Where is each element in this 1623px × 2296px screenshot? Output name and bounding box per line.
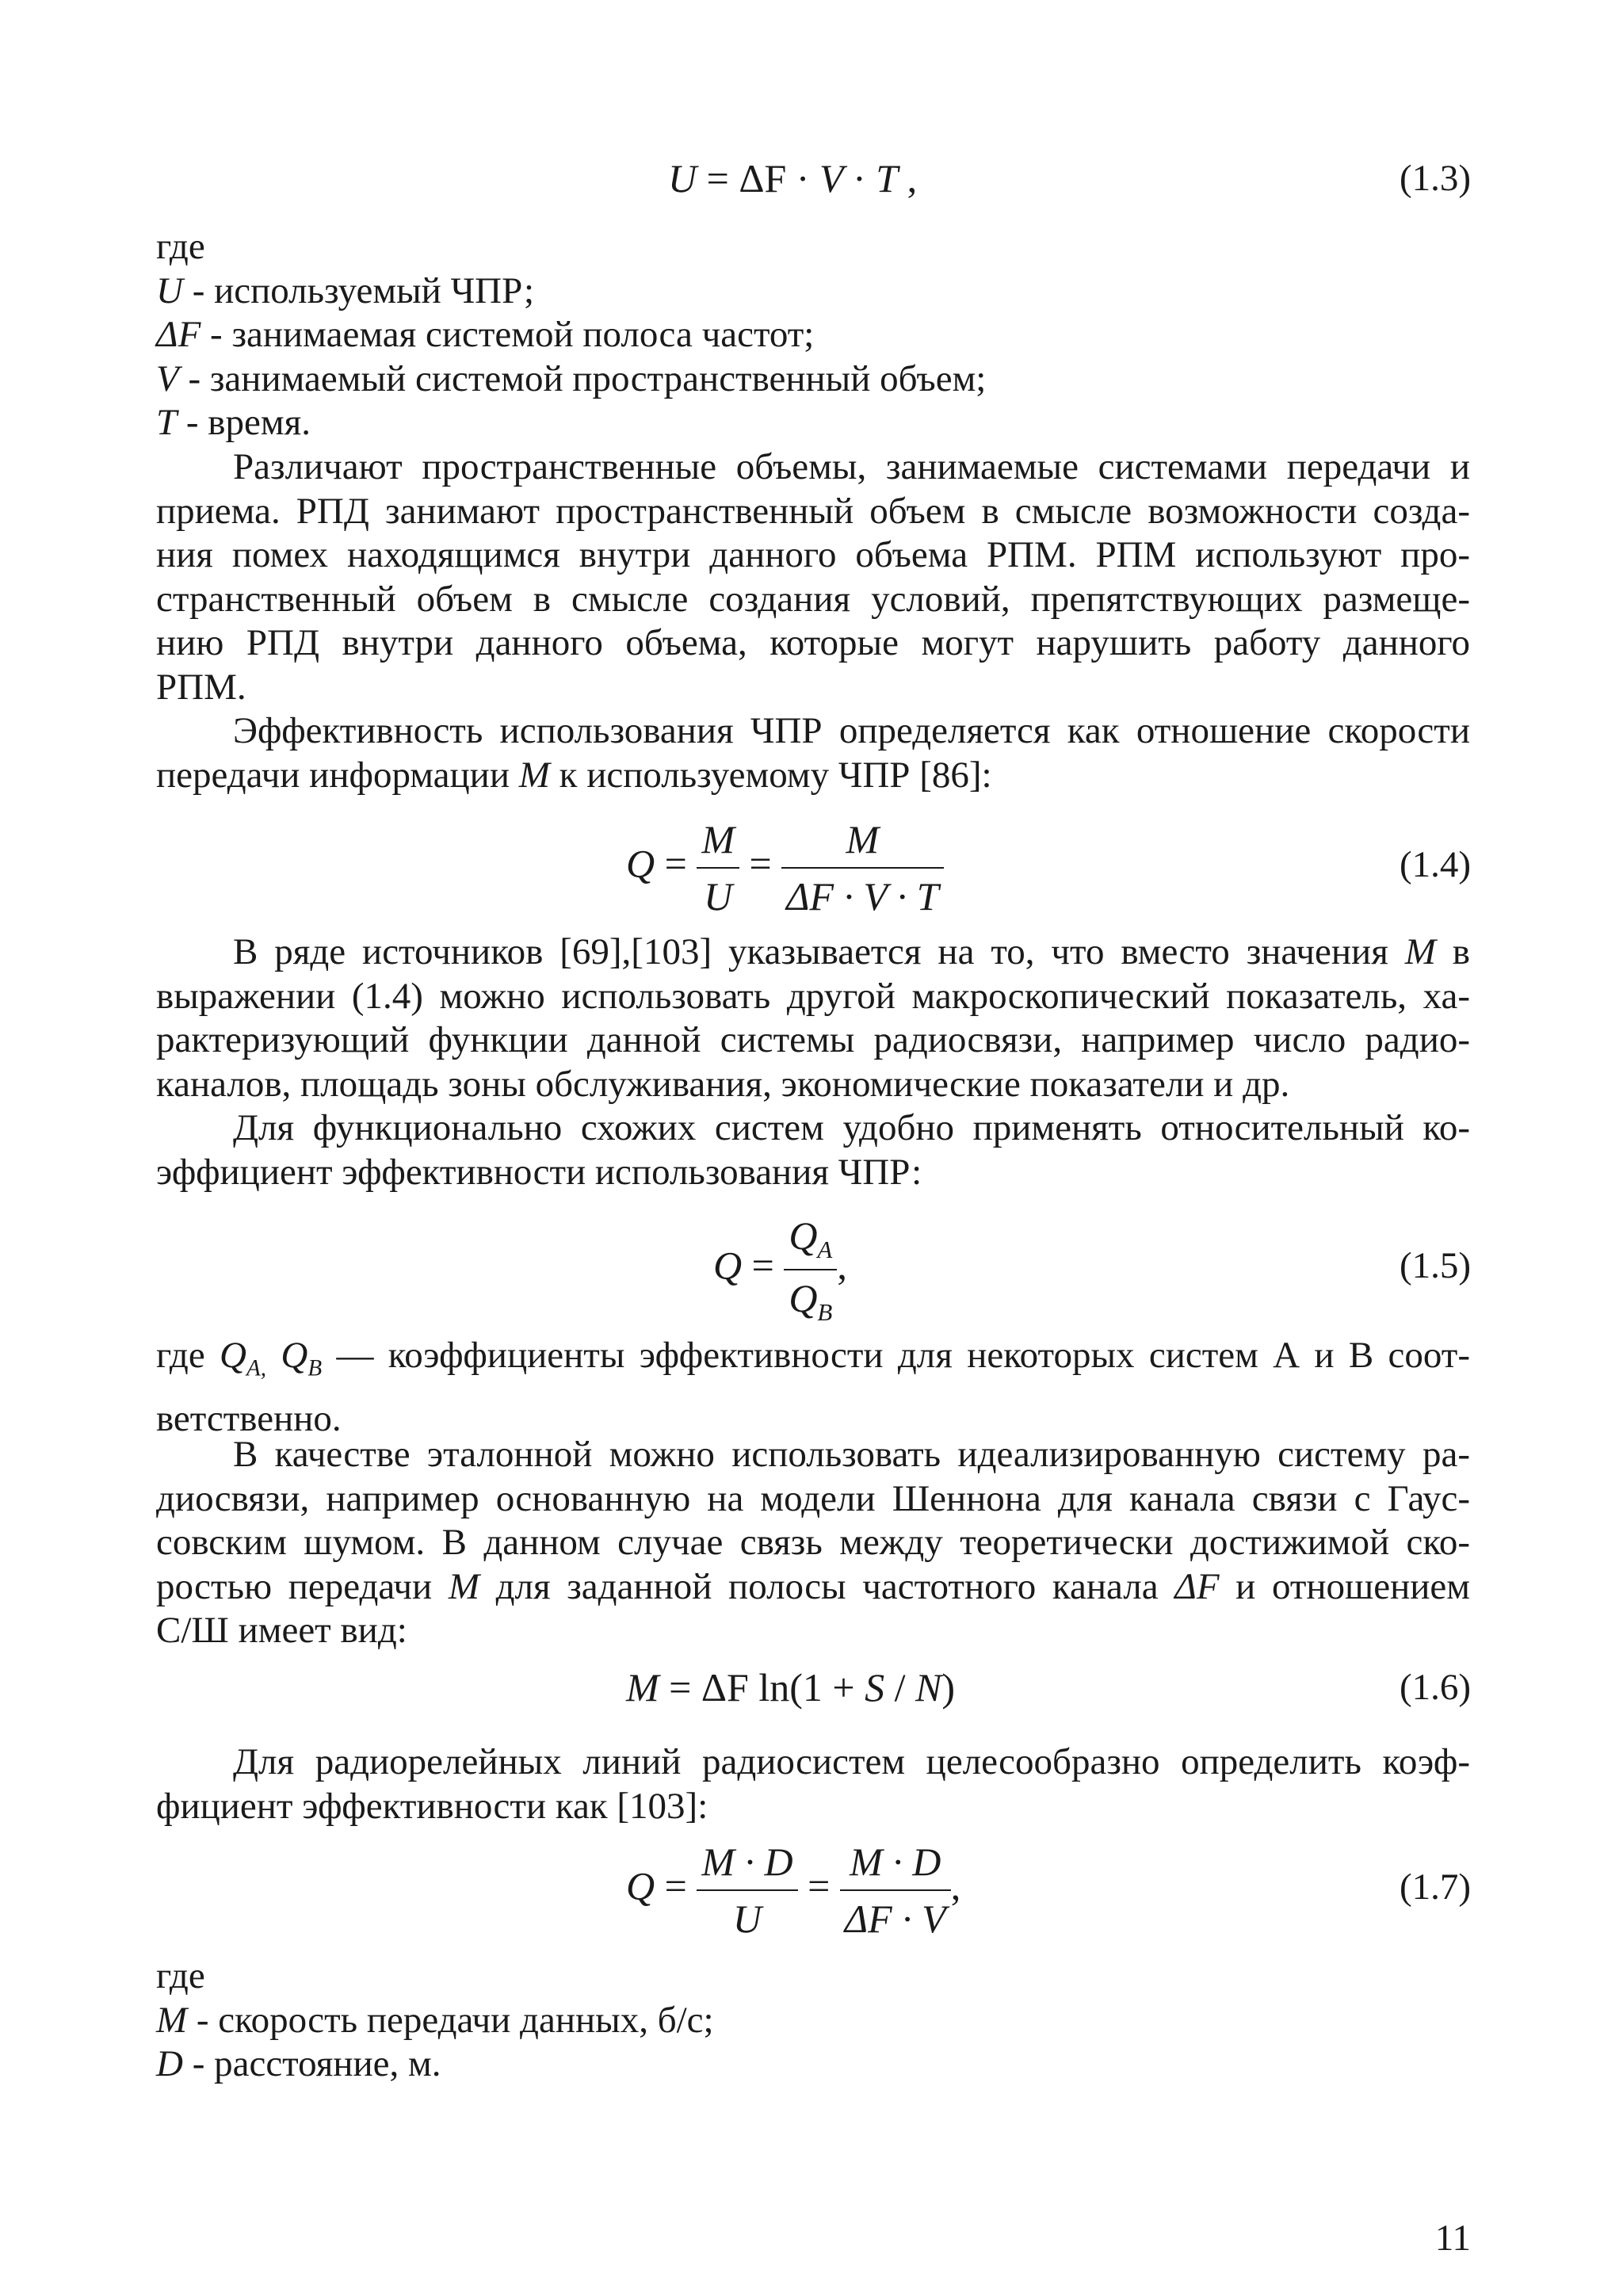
paragraph-line: Для радиорелейных линий радиосистем целесообразно определить коэф- (233, 1741, 1470, 1782)
paragraph-line: нию РПД внутри данного объема, которые могут нарушить работу данного (156, 622, 1470, 663)
definitions-list-2 (156, 1954, 1470, 2087)
definitions-list-1 (156, 225, 1470, 445)
paragraph-line: С/Ш имеет вид: (156, 1610, 407, 1651)
paragraph-3 (156, 930, 1470, 1106)
paragraph-line: рактеризующий функции данной системы радиосвязи, например число радио- (156, 1019, 1470, 1060)
page-number: 11 (1434, 2218, 1471, 2259)
paragraph-5 (156, 1334, 1470, 1441)
equation-1-3: U = ΔF · V · T , (668, 156, 918, 201)
equation-1-6: M = ΔF ln(1 + S / N) (626, 1665, 956, 1710)
equation-number-1-6: (1.6) (1399, 1667, 1471, 1708)
paragraph-line: странственный объем в смысле создания условий, препятствующих размеще- (156, 578, 1470, 620)
equation-1-5: Q = $\frac{Q_A}{Q_B}$ , (713, 1213, 847, 1326)
where-label: где (156, 1955, 205, 1996)
fraction: $\frac{M \cdot D}{U}$ (697, 1839, 797, 1942)
paragraph-line: фициент эффективности как [103]: (156, 1785, 708, 1827)
definition-item: U - используемый ЧПР; (156, 269, 535, 311)
paragraph-line: РПМ. (156, 666, 246, 708)
equation-number-1-3: (1.3) (1399, 158, 1471, 199)
paragraph-line: Для функционально схожих систем удобно применять относительный ко- (233, 1107, 1470, 1148)
where-label: где (156, 226, 205, 267)
fraction: $\frac{Q_A}{Q_B}$ (784, 1213, 837, 1327)
paragraph-line: диосвязи, например основанную на модели Шеннона для канала связи с Гаус- (156, 1477, 1470, 1519)
fraction: $\frac{M}{U}$ (697, 816, 739, 919)
paragraph-line: Различают пространственные объемы, занимаемые системами передачи и (233, 446, 1470, 487)
paragraph-1 (156, 445, 1470, 709)
paragraph-line: каналов, площадь зоны обслуживания, экономические показатели и др. (156, 1063, 1290, 1105)
paragraph-line: ветственно. (156, 1397, 342, 1439)
paragraph-7 (156, 1740, 1470, 1828)
paragraph-line: Эффективность использования ЧПР определяется как отношение скорости (233, 710, 1470, 751)
paragraph-line: В ряде источников [69],[103] указывается на то, что вместо значения M в (233, 931, 1470, 972)
paragraph-line: где $Q_{A,}$ $Q_B$ — коэффициенты эффективности для некоторых систем А и В соот- (156, 1335, 1470, 1381)
paragraph-6 (156, 1433, 1470, 1653)
definition-item: ΔF - занимаемая системой полоса частот; (156, 314, 815, 355)
equation-number-1-4: (1.4) (1399, 844, 1471, 885)
definition-item: T - время. (156, 402, 311, 443)
fraction: $\frac{M}{\Delta F \cdot V \cdot T}$ (781, 816, 943, 919)
paragraph-4 (156, 1106, 1470, 1194)
paragraph-line: эффициент эффективности использования ЧПР: (156, 1151, 922, 1193)
equation-1-4: Q = $\frac{M}{U}$ = $\frac{M}{\Delta F \cdot V \cdot T}$ (626, 816, 944, 919)
paragraph-line: передачи информации M к используемому ЧПР [86]: (156, 754, 992, 796)
paragraph-line: совским шумом. В данном случае связь между теоретически достижимой ско- (156, 1522, 1470, 1563)
definition-item: V - занимаемый системой пространственный объем; (156, 357, 987, 399)
definition-item: D - расстояние, м. (156, 2043, 441, 2084)
fraction: $\frac{M \cdot D}{\Delta F \cdot V}$ (840, 1839, 951, 1942)
paragraph-2 (156, 709, 1470, 797)
equation-1-7: Q = $\frac{M \cdot D}{U}$ = $\frac{M \cdot D}{\Delta F \cdot V}$ , (626, 1839, 961, 1941)
paragraph-line: приема. РПД занимают пространственный объем в смысле возможности созда- (156, 490, 1470, 532)
paragraph-line: ростью передачи M для заданной полосы частотного канала ΔF и отношением (156, 1565, 1470, 1607)
definition-item: M - скорость передачи данных, б/с; (156, 1999, 714, 2041)
paragraph-line: ния помех находящимся внутри данного объема РПМ. РПМ используют про- (156, 534, 1470, 575)
equation-number-1-7: (1.7) (1399, 1866, 1471, 1908)
paragraph-line: выражении (1.4) можно использовать другой макроскопический показатель, ха- (156, 975, 1470, 1017)
equation-number-1-5: (1.5) (1399, 1245, 1471, 1286)
paragraph-line: В качестве эталонной можно использовать идеализированную систему ра- (233, 1434, 1470, 1475)
